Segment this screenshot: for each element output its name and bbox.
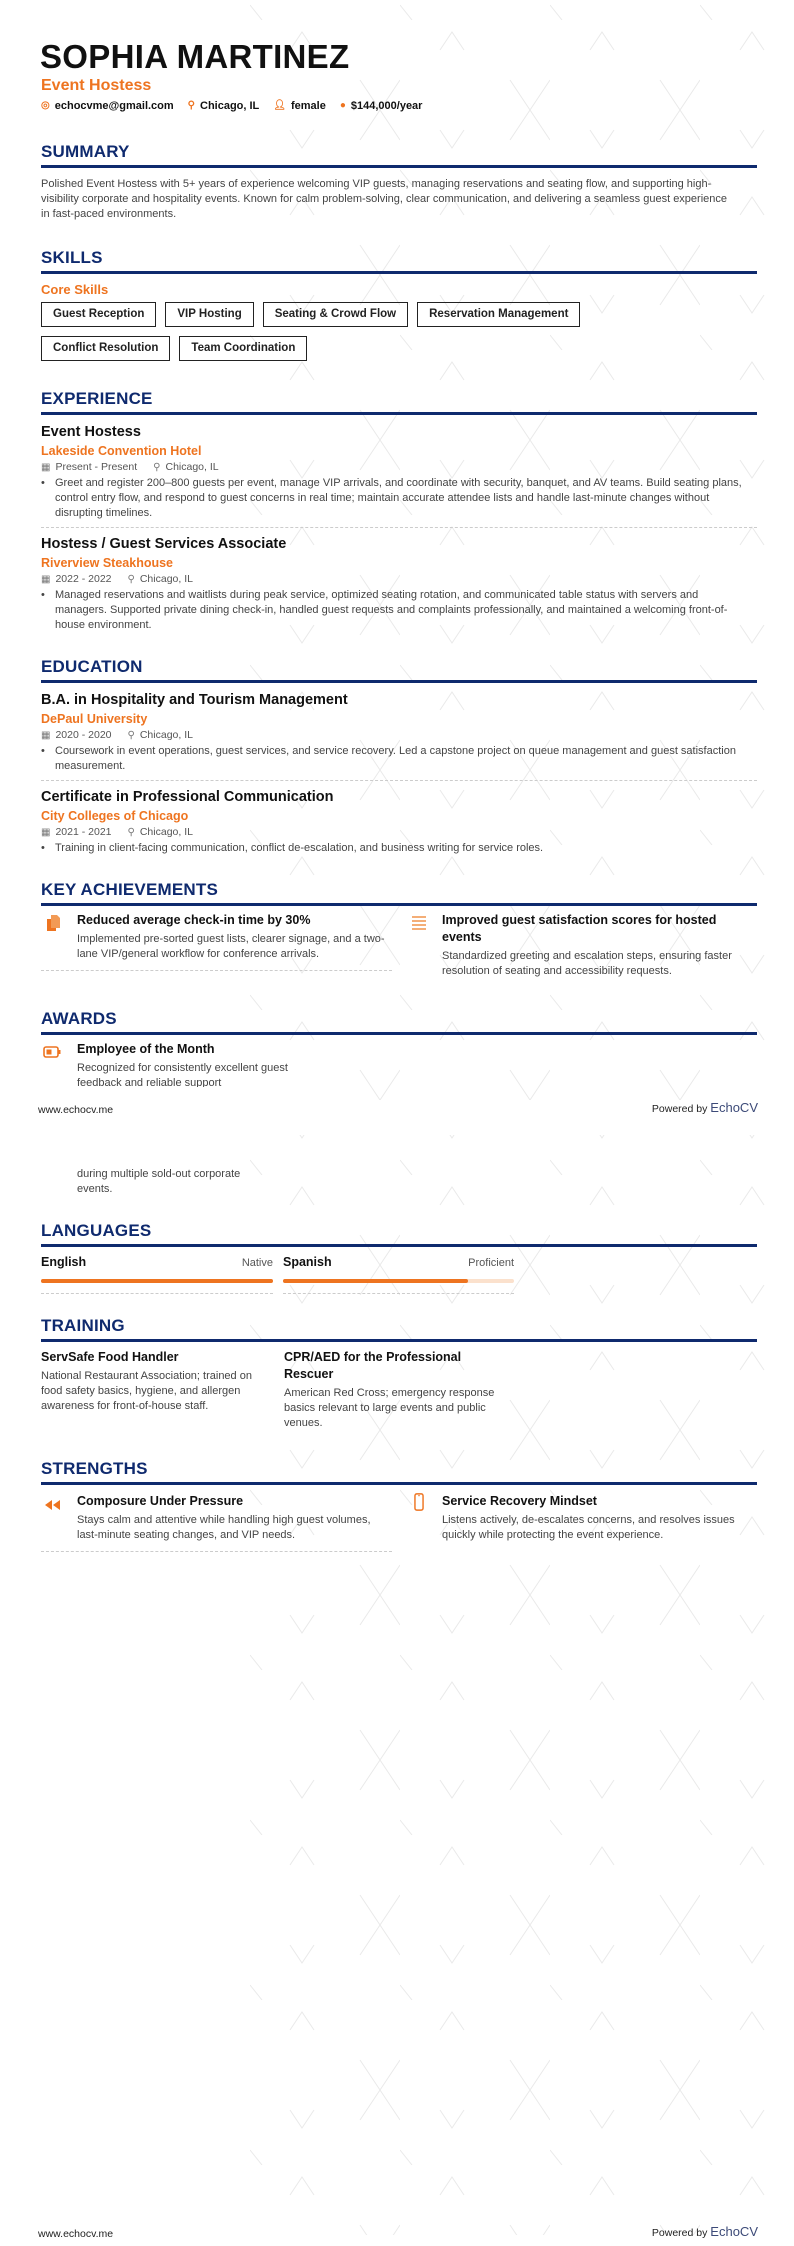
dates: 2021 - 2021 [55, 826, 112, 838]
bullet-icon: • [41, 745, 45, 757]
location-text: Chicago, IL [200, 100, 260, 112]
achievement-desc: Implemented pre-sorted guest lists, clearer signage, and a two-lane VIP/general workflow for conference arrivals. [77, 933, 385, 960]
description: Greet and register 200–800 guests per event, manage VIP arrivals, and coordinate with security, banquet, and AV teams. Build seating plans, control entry flow, and respond to guest concerns in real time; maintain accurate attendee lists and handle last-minute changes without disrupting timelines. [55, 477, 742, 519]
strength-desc: Listens actively, de-escalates concerns, and resolves issues quickly while protecting the event experience. [442, 1514, 735, 1541]
skills-group-title: Core Skills [41, 282, 109, 297]
section-heading: SKILLS [41, 248, 757, 274]
education-item [41, 692, 757, 781]
salary-text: $144,000/year [350, 100, 423, 112]
bullet-icon: • [41, 477, 45, 489]
language-level: Proficient [468, 1257, 514, 1269]
language-level: Native [241, 1257, 273, 1269]
location-pin-icon: ⚲ [127, 729, 135, 741]
brand-logo: EchoCV [710, 2224, 758, 2239]
powered-by-text: Powered by [651, 2227, 708, 2239]
training-desc: National Restaurant Association; trained on food safety basics, hygiene, and allergen awareness for front-of-house staff. [41, 1370, 252, 1412]
language-proficiency-bar [283, 1279, 514, 1283]
section-heading: EXPERIENCE [41, 389, 757, 415]
contact-email[interactable] [41, 100, 174, 112]
dates: 2020 - 2020 [55, 729, 112, 741]
proficiency-fill [41, 1279, 273, 1283]
location: Chicago, IL [139, 826, 193, 838]
calendar-icon: ▦ [41, 729, 51, 741]
contact-gender [273, 100, 326, 112]
description: Coursework in event operations, guest services, and service recovery. Led a capstone project on queue management and guest satisfaction measurement. [55, 745, 736, 772]
gender-text: female [290, 100, 326, 112]
skills-section [41, 248, 757, 361]
degree-title: Certificate in Professional Communication [41, 789, 334, 805]
award-desc-continued: during multiple sold-out corporate events. [77, 1168, 241, 1195]
achievement-item [41, 912, 392, 971]
experience-item [41, 536, 757, 633]
strength-title: Composure Under Pressure [77, 1494, 244, 1508]
job-title: Event Hostess [41, 77, 152, 94]
calendar-icon: ▦ [41, 573, 51, 585]
powered-by [652, 2224, 758, 2239]
language-item [41, 1254, 273, 1294]
language-name: English [41, 1255, 87, 1269]
dates: 2022 - 2022 [55, 573, 112, 585]
location-pin-icon: ⚲ [127, 826, 135, 838]
education-section [41, 657, 757, 856]
skill-tag: Seating & Crowd Flow [263, 302, 408, 327]
email-icon: ◎ [41, 100, 50, 111]
school-name: DePaul University [41, 712, 148, 726]
experience-section [41, 389, 757, 633]
awards-section [41, 1009, 757, 1087]
location: Chicago, IL [139, 729, 193, 741]
bullet-icon: • [41, 589, 45, 601]
section-heading: LANGUAGES [41, 1221, 757, 1247]
powered-by-text: Powered by [651, 1103, 708, 1115]
section-heading: KEY ACHIEVEMENTS [41, 880, 757, 906]
position-title: Event Hostess [41, 424, 141, 440]
achievement-title: Reduced average check-in time by 30% [77, 913, 311, 927]
strengths-section [41, 1459, 757, 1541]
summary-text: Polished Event Hostess with 5+ years of experience welcoming VIP guests, managing reservations and seating flow, and supporting high-visibility corporate and hospitality events. Known for calm problem-solving, clear communication, and delivering a seamless guest experience in fast-paced environments. [41, 178, 728, 220]
proficiency-fill [283, 1279, 468, 1283]
strength-title: Service Recovery Mindset [442, 1494, 597, 1508]
person-icon: 👤︎ [273, 100, 286, 111]
skill-tags [41, 302, 681, 361]
mobile-phone-icon [410, 1493, 428, 1511]
section-heading: SUMMARY [41, 142, 757, 168]
dates: Present - Present [55, 461, 138, 473]
skill-tag: VIP Hosting [165, 302, 253, 327]
strength-item [41, 1493, 392, 1552]
section-heading: AWARDS [41, 1009, 757, 1035]
achievement-item [406, 912, 757, 987]
skill-tag: Conflict Resolution [41, 336, 170, 361]
award-desc: Recognized for consistently excellent guest feedback and reliable support [77, 1062, 288, 1087]
education-item [41, 789, 757, 856]
money-icon: ● [339, 100, 346, 111]
training-title: ServSafe Food Handler [41, 1350, 179, 1364]
achievement-title: Improved guest satisfaction scores for hosted events [442, 913, 717, 944]
experience-item [41, 424, 757, 528]
contact-salary [340, 100, 423, 112]
languages-section [41, 1221, 757, 1269]
footer-site-link[interactable]: www.echocv.me [38, 1104, 114, 1116]
school-name: City Colleges of Chicago [41, 809, 189, 823]
summary-section [41, 142, 757, 222]
description: Training in client-facing communication, conflict de-escalation, and business writing for service roles. [55, 842, 544, 854]
list-icon [410, 914, 428, 932]
description: Managed reservations and waitlists during peak service, optimized seating rotation, and communicated table status with servers and managers. Supported private dining check-in, handled guest requests and complaints professionally, and maintained a welcoming front-of-house environment. [55, 589, 728, 631]
training-item [41, 1349, 269, 1414]
powered-by [652, 1100, 758, 1115]
bullet-icon: • [41, 842, 45, 854]
footer-site-link[interactable]: www.echocv.me [38, 2228, 114, 2240]
email-text: echocvme@gmail.com [54, 100, 174, 112]
rewind-icon [43, 1496, 61, 1514]
section-heading: STRENGTHS [41, 1459, 757, 1485]
candidate-name: SOPHIA MARTINEZ [40, 38, 350, 75]
training-desc: American Red Cross; emergency response basics relevant to large events and public venues. [284, 1387, 495, 1429]
training-title: CPR/AED for the Professional Rescuer [284, 1350, 462, 1381]
files-icon [44, 914, 62, 932]
position-title: Hostess / Guest Services Associate [41, 536, 287, 552]
section-heading: TRAINING [41, 1316, 757, 1342]
location: Chicago, IL [165, 461, 219, 473]
skill-tag: Guest Reception [41, 302, 156, 327]
location-pin-icon: ⚲ [127, 573, 135, 585]
training-item [284, 1349, 504, 1431]
battery-icon [43, 1043, 61, 1061]
contact-info [41, 100, 422, 112]
award-item [41, 1041, 301, 1087]
contact-location [188, 100, 260, 112]
award-title: Employee of the Month [77, 1042, 215, 1056]
location-pin-icon: ⚲ [187, 100, 195, 111]
achievement-desc: Standardized greeting and escalation steps, ensuring faster resolution of seating and accessibility requests. [442, 950, 732, 977]
brand-logo: EchoCV [710, 1100, 758, 1115]
location: Chicago, IL [139, 573, 193, 585]
strength-desc: Stays calm and attentive while handling high guest volumes, last-minute seating changes, and VIP needs. [77, 1514, 371, 1541]
language-name: Spanish [283, 1255, 332, 1269]
strength-item [406, 1493, 757, 1551]
degree-title: B.A. in Hospitality and Tourism Management [41, 692, 348, 708]
calendar-icon: ▦ [41, 461, 51, 473]
company-name: Riverview Steakhouse [41, 556, 174, 570]
location-pin-icon: ⚲ [153, 461, 161, 473]
section-heading: EDUCATION [41, 657, 757, 683]
skill-tag: Reservation Management [417, 302, 580, 327]
skill-tag: Team Coordination [179, 336, 307, 361]
company-name: Lakeside Convention Hotel [41, 444, 202, 458]
calendar-icon: ▦ [41, 826, 51, 838]
training-section [41, 1316, 757, 1429]
achievements-section [41, 880, 757, 1000]
language-item [283, 1254, 514, 1294]
language-proficiency-bar [41, 1279, 273, 1283]
